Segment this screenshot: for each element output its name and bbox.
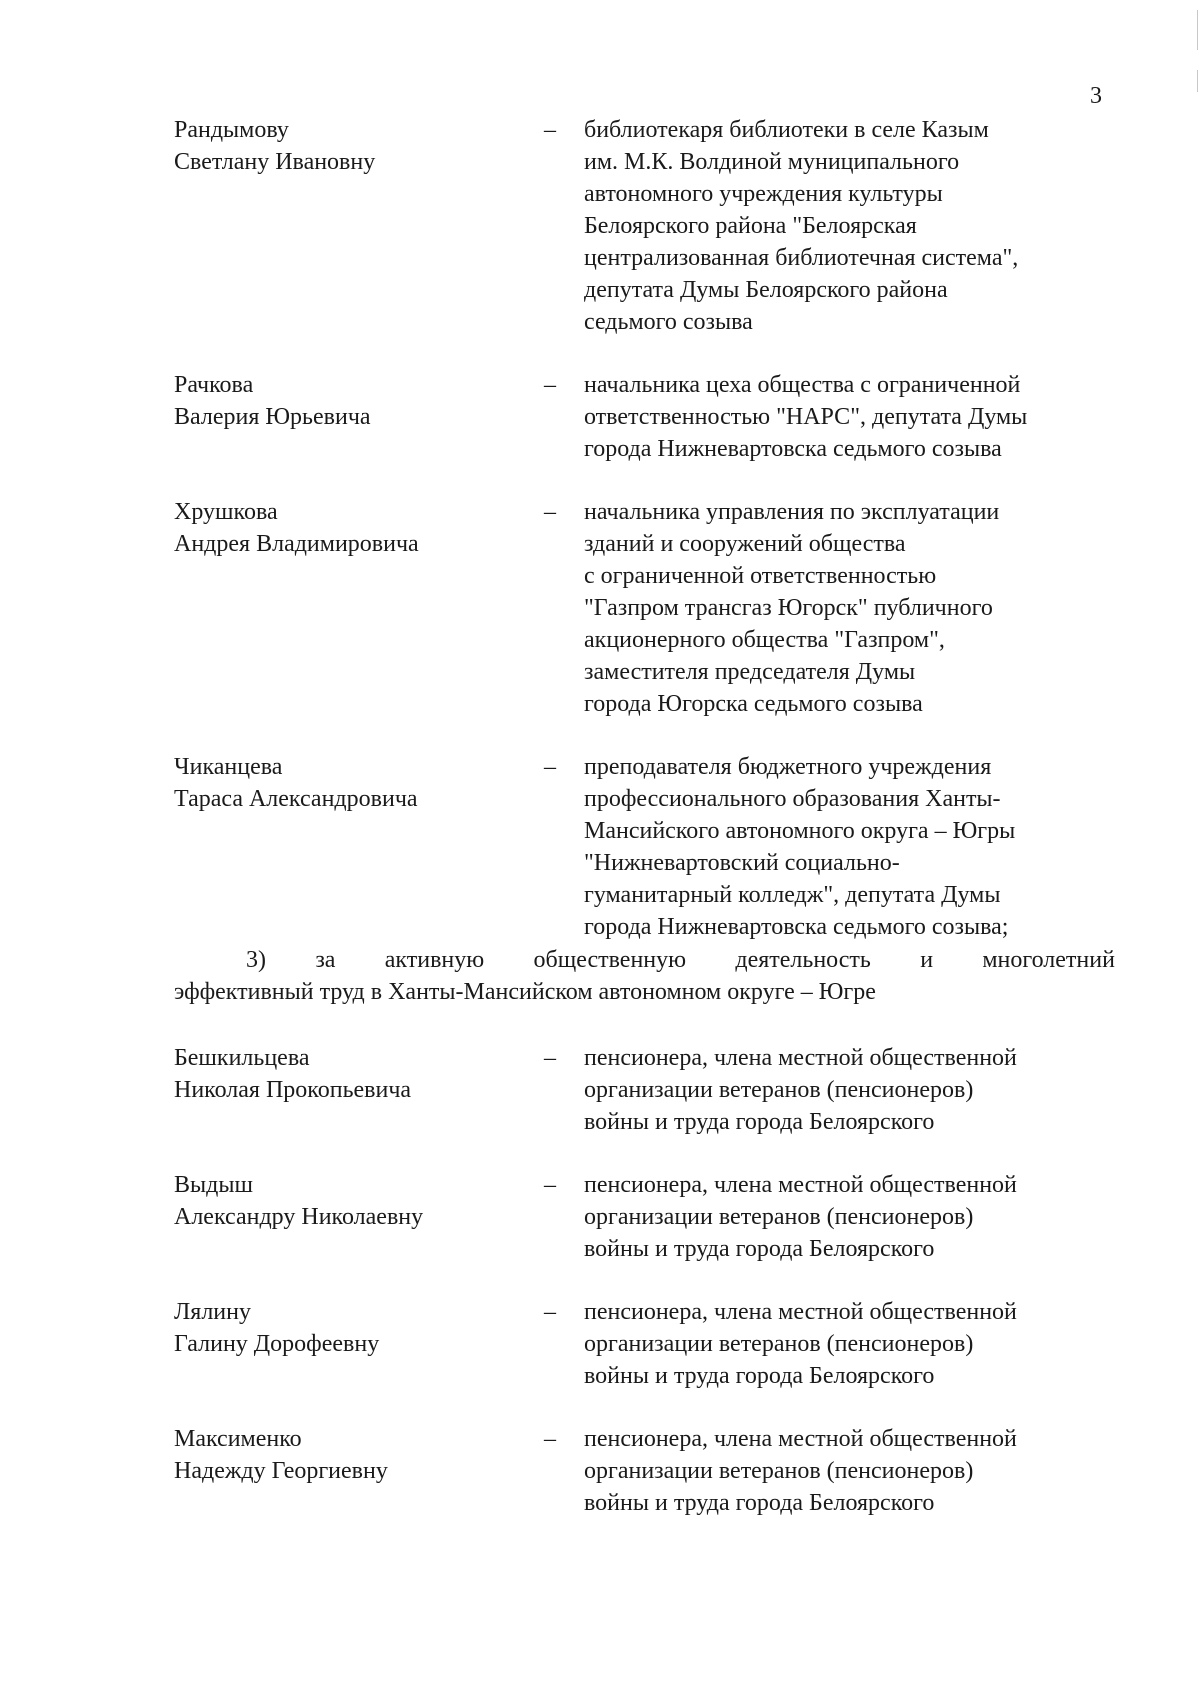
recipient-surname: Лялину	[174, 1299, 251, 1325]
position-line: с ограниченной ответственностью	[584, 563, 937, 589]
position-line: пенсионера, члена местной общественной	[584, 1172, 1017, 1198]
recipient-surname: Бешкильцева	[174, 1045, 310, 1071]
recipient-given-names: Надежду Георгиевну	[174, 1458, 388, 1484]
recipient-position	[584, 1169, 1124, 1265]
position-line: гуманитарный колледж", депутата Думы	[584, 882, 1001, 908]
recipient-given-names: Валерия Юрьевича	[174, 404, 371, 430]
recipient-given-names: Галину Дорофеевну	[174, 1331, 380, 1357]
paragraph-word: общественную	[533, 947, 687, 973]
paragraph-word: многолетний	[982, 947, 1115, 973]
position-line: преподавателя бюджетного учреждения	[584, 754, 992, 780]
position-line: седьмого созыва	[584, 309, 753, 335]
recipient-name	[174, 1423, 534, 1487]
page-number: 3	[1090, 83, 1102, 109]
recipient-name	[174, 369, 534, 433]
position-line: войны и труда города Белоярского	[584, 1490, 935, 1516]
position-line: города Югорска седьмого созыва	[584, 691, 923, 717]
recipient-name	[174, 114, 534, 178]
recipient-position	[584, 1042, 1124, 1138]
paragraph-word: деятельность	[735, 947, 871, 973]
separator-dash: –	[544, 1172, 556, 1198]
separator-dash: –	[544, 754, 556, 780]
paragraph-second-line: эффективный труд в Ханты-Мансийском автономном округе – Югре	[174, 979, 876, 1005]
recipient-position	[584, 1423, 1124, 1519]
position-line: централизованная библиотечная система",	[584, 245, 1019, 271]
position-line: Белоярского района "Белоярская	[584, 213, 917, 239]
recipient-given-names: Андрея Владимировича	[174, 531, 419, 557]
paragraph-word: и	[920, 947, 934, 973]
position-line: организации ветеранов (пенсионеров)	[584, 1204, 974, 1230]
recipient-position	[584, 496, 1124, 720]
recipient-position	[584, 114, 1124, 338]
position-line: войны и труда города Белоярского	[584, 1236, 935, 1262]
position-line: начальника управления по эксплуатации	[584, 499, 1000, 525]
recipient-surname: Хрушкова	[174, 499, 278, 525]
recipient-given-names: Тараса Александровича	[174, 786, 418, 812]
separator-dash: –	[544, 117, 556, 143]
paragraph-word: активную	[384, 947, 485, 973]
recipient-name	[174, 1296, 534, 1360]
position-line: города Нижневартовска седьмого созыва;	[584, 914, 1009, 940]
recipient-position	[584, 369, 1124, 465]
recipient-name	[174, 1169, 534, 1233]
paragraph-word: за	[315, 947, 336, 973]
separator-dash: –	[544, 1045, 556, 1071]
position-line: организации ветеранов (пенсионеров)	[584, 1331, 974, 1357]
position-line: войны и труда города Белоярского	[584, 1109, 935, 1135]
recipient-surname: Чиканцева	[174, 754, 283, 780]
position-line: им. М.К. Волдиной муниципального	[584, 149, 960, 175]
position-line: организации ветеранов (пенсионеров)	[584, 1077, 974, 1103]
position-line: автономного учреждения культуры	[584, 181, 943, 207]
position-line: зданий и сооружений общества	[584, 531, 906, 557]
recipient-name	[174, 496, 534, 560]
position-line: акционерного общества "Газпром",	[584, 627, 945, 653]
paragraph-first-line	[174, 944, 1115, 976]
position-line: Мансийского автономного округа – Югры	[584, 818, 1016, 844]
recipient-given-names: Александру Николаевну	[174, 1204, 424, 1230]
recipient-name	[174, 751, 534, 815]
recipient-surname: Рачкова	[174, 372, 254, 398]
recipient-given-names: Николая Прокопьевича	[174, 1077, 412, 1103]
position-line: пенсионера, члена местной общественной	[584, 1045, 1017, 1071]
recipient-surname: Выдыш	[174, 1172, 253, 1198]
position-line: войны и труда города Белоярского	[584, 1363, 935, 1389]
recipient-surname: Максименко	[174, 1426, 302, 1452]
section-paragraph	[174, 944, 1115, 1008]
position-line: пенсионера, члена местной общественной	[584, 1299, 1017, 1325]
paragraph-word: 3)	[246, 947, 266, 973]
separator-dash: –	[544, 1299, 556, 1325]
position-line: профессионального образования Ханты-	[584, 786, 1001, 812]
position-line: ответственностью "НАРС", депутата Думы	[584, 404, 1028, 430]
position-line: заместителя председателя Думы	[584, 659, 916, 685]
recipient-position	[584, 751, 1124, 943]
recipient-name	[174, 1042, 534, 1106]
scan-edge-mark	[1197, 10, 1198, 50]
position-line: библиотекаря библиотеки в селе Казым	[584, 117, 989, 143]
recipient-surname: Рандымову	[174, 117, 289, 143]
position-line: организации ветеранов (пенсионеров)	[584, 1458, 974, 1484]
scan-edge-mark	[1197, 70, 1198, 92]
position-line: депутата Думы Белоярского района	[584, 277, 948, 303]
position-line: "Газпром трансгаз Югорск" публичного	[584, 595, 993, 621]
separator-dash: –	[544, 499, 556, 525]
separator-dash: –	[544, 1426, 556, 1452]
position-line: пенсионера, члена местной общественной	[584, 1426, 1017, 1452]
position-line: города Нижневартовска седьмого созыва	[584, 436, 1002, 462]
recipient-position	[584, 1296, 1124, 1392]
position-line: начальника цеха общества с ограниченной	[584, 372, 1021, 398]
position-line: "Нижневартовский социально-	[584, 850, 900, 876]
separator-dash: –	[544, 372, 556, 398]
recipient-given-names: Светлану Ивановну	[174, 149, 376, 175]
